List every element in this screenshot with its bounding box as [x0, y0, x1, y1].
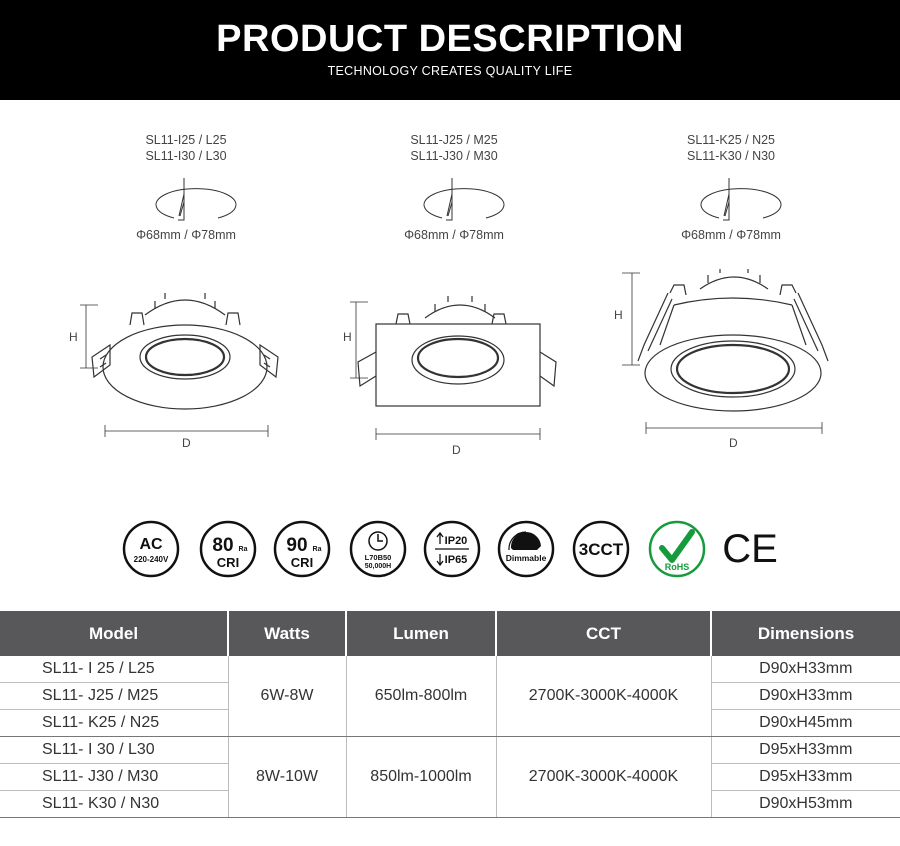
cell-lumen: 650lm-800lm: [346, 656, 496, 737]
ac-voltage-icon: [122, 520, 180, 578]
column-header-watts: Watts: [228, 611, 346, 656]
ce-label: CE: [722, 527, 778, 571]
downlight-drawing-deep-icon: [608, 265, 848, 455]
cell-model: SL11- J30 / M30: [0, 764, 228, 791]
page-title: PRODUCT DESCRIPTION: [216, 18, 684, 60]
cell-cct: 2700K-3000K-4000K: [496, 737, 711, 818]
cell-model: SL11- J25 / M25: [0, 683, 228, 710]
3cct-label: 3CCT: [578, 540, 624, 559]
cell-dimensions: D95xH33mm: [711, 764, 900, 791]
page-header: [0, 0, 900, 100]
cri-90-icon: [273, 520, 331, 578]
table-row: [0, 737, 900, 764]
dimmable-icon: [497, 520, 555, 578]
variant-1: [66, 132, 306, 242]
column-header-lumen: Lumen: [346, 611, 496, 656]
variant-3: [611, 132, 851, 242]
ac-voltage-label: 220-240V: [133, 555, 169, 564]
downlight-drawing-square-icon: [340, 290, 570, 460]
certification-icons: [0, 520, 900, 580]
cell-model: SL11- I 30 / L30: [0, 737, 228, 764]
lifetime-hours: 50,000H: [364, 563, 392, 570]
cell-dimensions: D90xH53mm: [711, 791, 900, 818]
lifetime-l70b50: L70B50: [364, 553, 392, 562]
table-row: [0, 656, 900, 683]
diameter-label: D: [452, 443, 461, 457]
cell-model: SL11- I 25 / L25: [0, 656, 228, 683]
variant-model-line: SL11-J30 / M30: [410, 149, 498, 163]
dimmable-label: Dimmable: [505, 553, 547, 563]
spec-table-header-row: [0, 611, 900, 656]
page-subtitle: TECHNOLOGY CREATES QUALITY LIFE: [327, 64, 573, 78]
variant-model-line: SL11-K30 / N30: [686, 149, 776, 163]
variant-models: [334, 132, 574, 164]
downlight-drawing-round-icon: [60, 285, 300, 455]
ip20-label: IP20: [444, 535, 468, 547]
variant-models: [66, 132, 306, 164]
spec-table: [0, 611, 900, 818]
cell-lumen: 850lm-1000lm: [346, 737, 496, 818]
cri-80-ra: Ra: [238, 546, 248, 553]
cutout-profile-icon: [394, 172, 514, 228]
rohs-icon: [648, 520, 706, 578]
rohs-label: RoHS: [664, 562, 690, 572]
cri-80-value: 80: [212, 535, 234, 556]
cri-80-label: CRI: [216, 555, 240, 570]
lifetime-clock-icon: [349, 520, 407, 578]
height-label: H: [343, 330, 352, 344]
cell-dimensions: D90xH33mm: [711, 683, 900, 710]
variant-model-line: SL11-J25 / M25: [410, 133, 498, 147]
variant-model-line: SL11-I25 / L25: [145, 133, 227, 147]
ip65-label: IP65: [444, 554, 468, 566]
ac-label: AC: [139, 536, 163, 553]
column-header-dimensions: Dimensions: [711, 611, 900, 656]
diameter-label: D: [182, 436, 191, 450]
cell-cct: 2700K-3000K-4000K: [496, 656, 711, 737]
cell-watts: 6W-8W: [228, 656, 346, 737]
height-label: H: [69, 330, 78, 344]
height-label: H: [614, 308, 623, 322]
cri-80-icon: [199, 520, 257, 578]
variant-models: [611, 132, 851, 164]
cri-90-label: CRI: [290, 555, 314, 570]
cri-90-ra: Ra: [312, 546, 322, 553]
diameter-label: D: [729, 436, 738, 450]
variant-2: [334, 132, 574, 242]
3cct-icon: [572, 520, 630, 578]
cell-model: SL11- K25 / N25: [0, 710, 228, 737]
variant-diameter: Φ68mm / Φ78mm: [404, 228, 504, 242]
cell-dimensions: D95xH33mm: [711, 737, 900, 764]
cell-model: SL11- K30 / N30: [0, 791, 228, 818]
cutout-profile-icon: [126, 172, 246, 228]
variant-diameter: Φ68mm / Φ78mm: [136, 228, 236, 242]
ce-mark-icon: [718, 520, 782, 578]
cell-dimensions: D90xH33mm: [711, 656, 900, 683]
ip-rating-icon: [423, 520, 481, 578]
column-header-model: Model: [0, 611, 228, 656]
column-header-cct: CCT: [496, 611, 711, 656]
variant-diameter: Φ68mm / Φ78mm: [681, 228, 781, 242]
cell-dimensions: D90xH45mm: [711, 710, 900, 737]
variant-model-line: SL11-I30 / L30: [145, 149, 227, 163]
variant-model-line: SL11-K25 / N25: [686, 133, 776, 147]
cri-90-value: 90: [286, 535, 308, 556]
cutout-profile-icon: [671, 172, 791, 228]
cell-watts: 8W-10W: [228, 737, 346, 818]
